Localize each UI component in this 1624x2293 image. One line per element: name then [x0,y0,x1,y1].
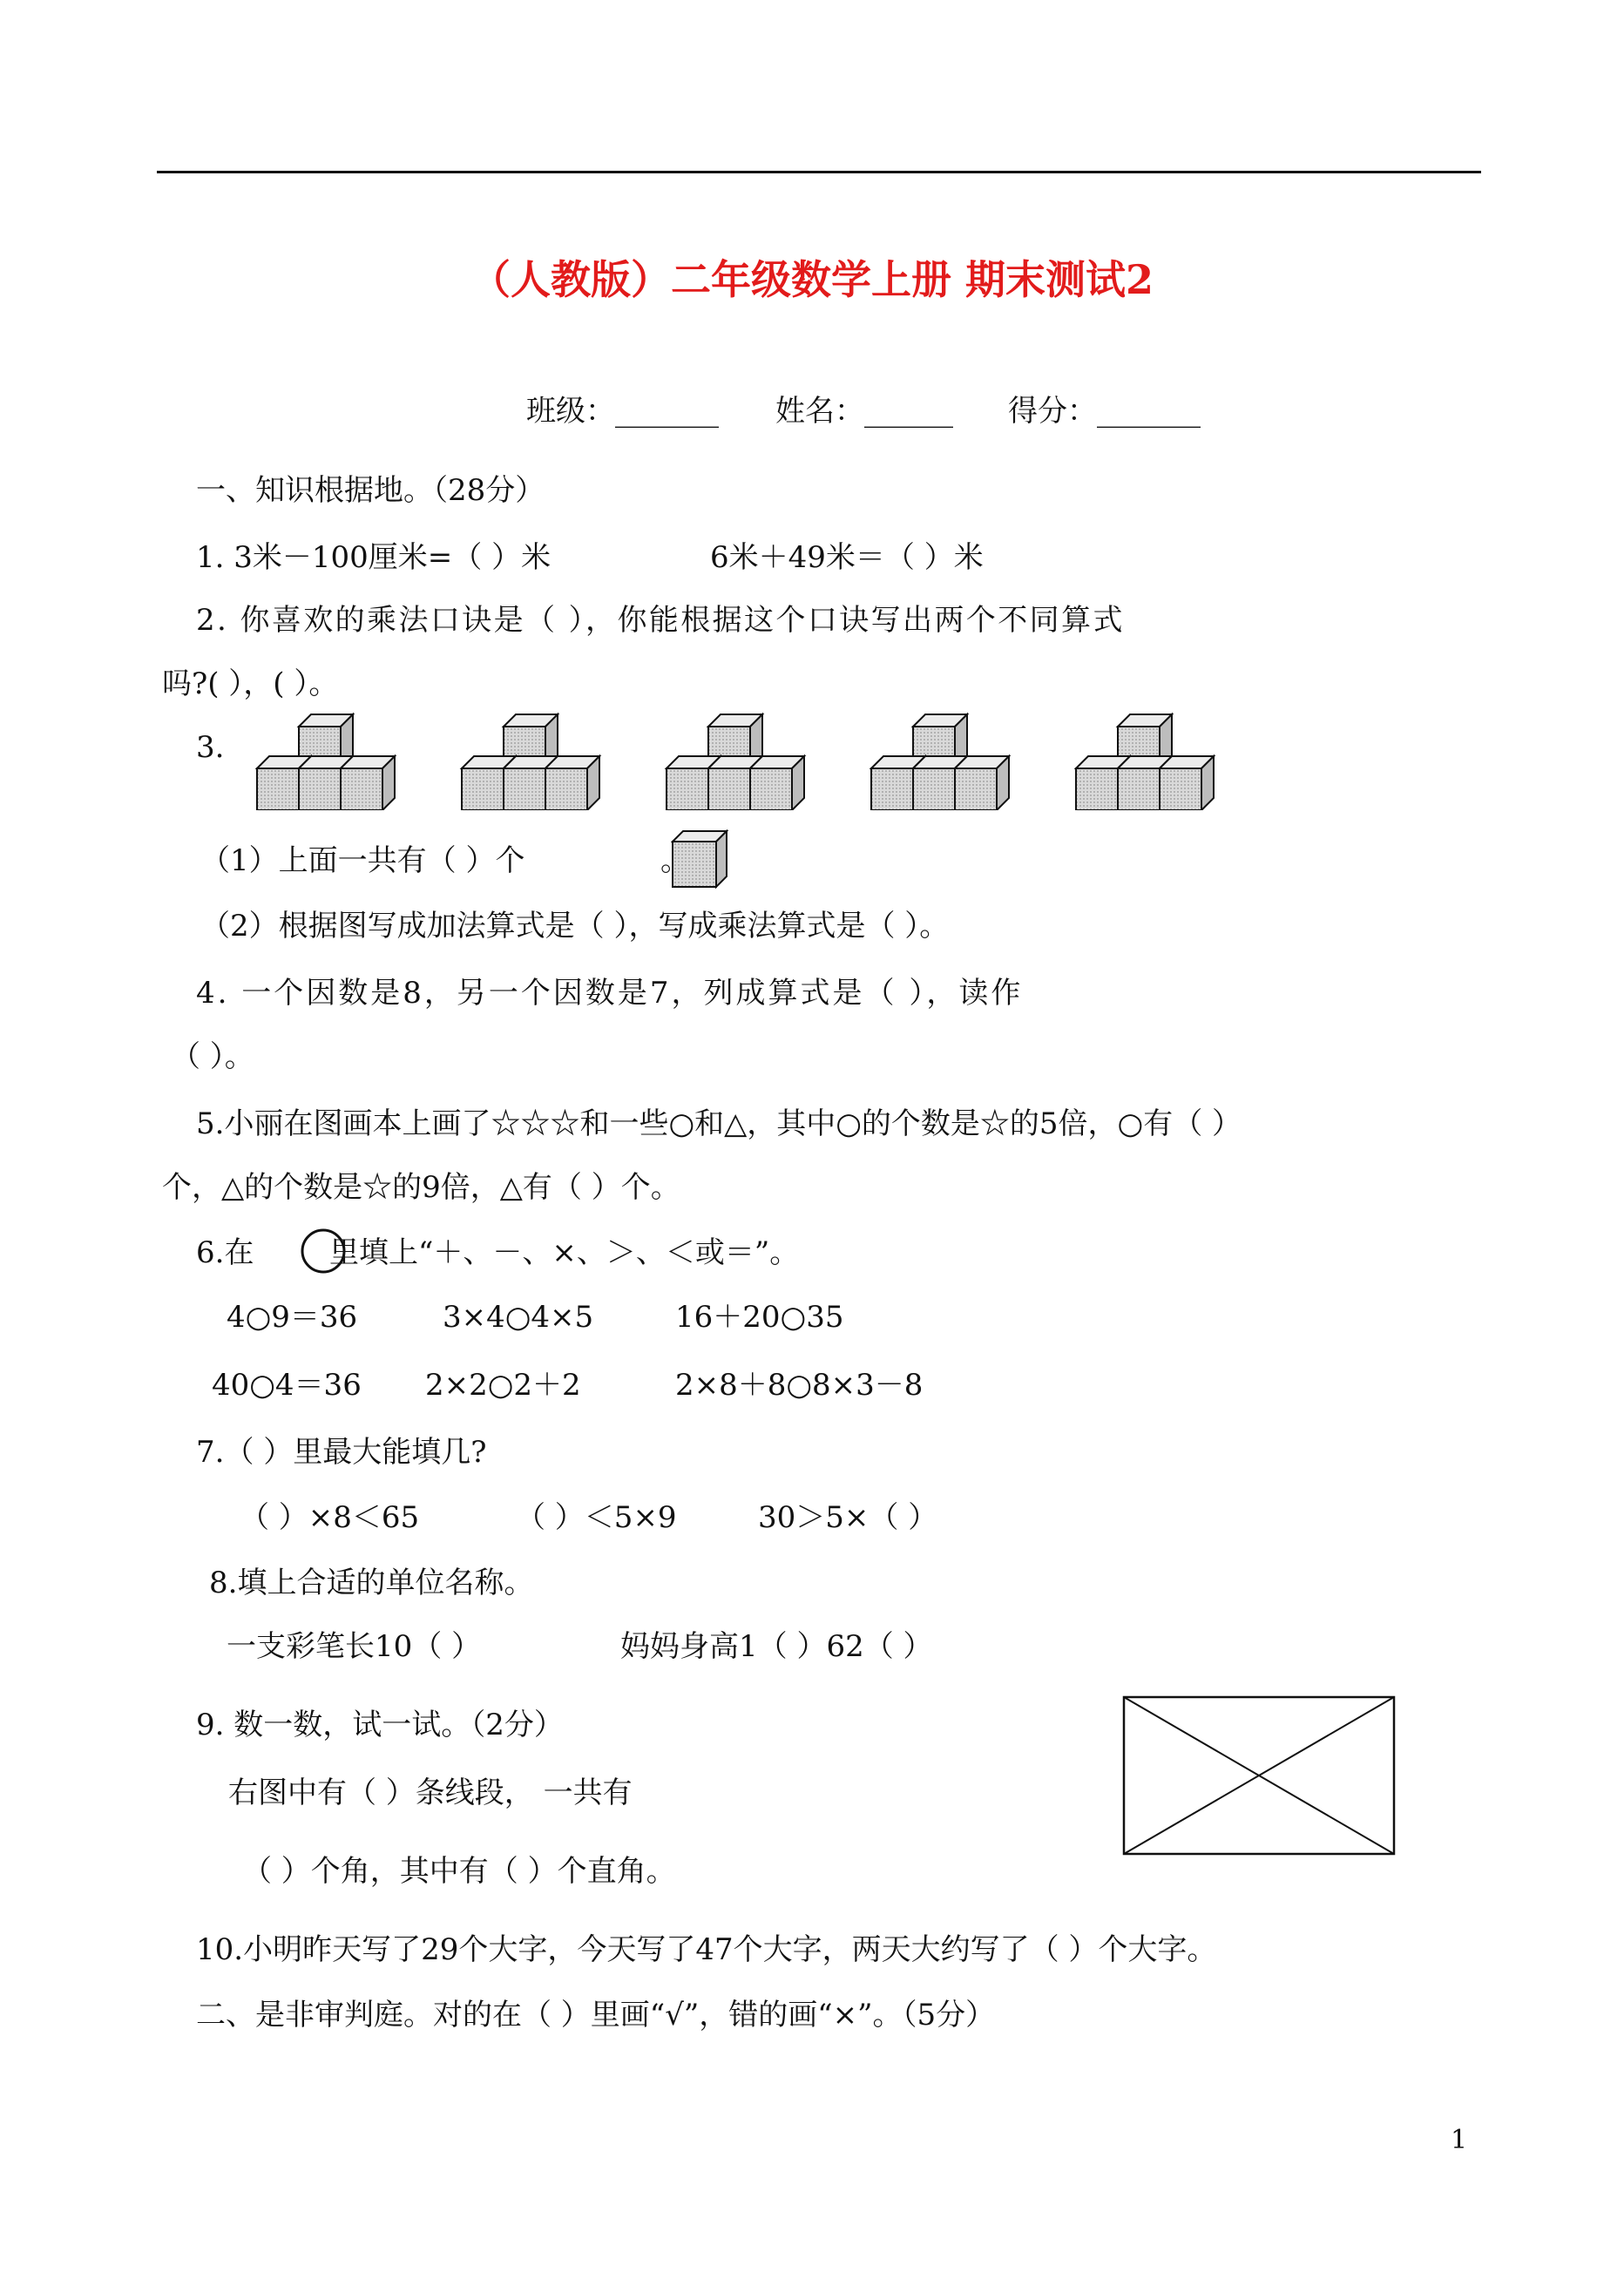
score-field: 得分：_______ [1008,394,1201,429]
cube-figure-2 [462,714,599,810]
q9-line1: 右图中有（ ）条线段， 一共有 [228,1776,633,1810]
q5-line1: 5.小丽在图画本上画了☆☆☆和一些○和△，其中○的个数是☆的5倍，○有（ ） [196,1106,1242,1141]
q6-row2-item2: 2×2○2＋2 [425,1368,581,1403]
q8-title: 8.填上合适的单位名称。 [209,1566,534,1600]
q6-row1-item1: 4○9＝36 [227,1300,358,1335]
cube-figure-3 [667,714,804,810]
header-rule [157,171,1481,173]
q6-row1-item3: 16＋20○35 [675,1300,844,1335]
page-number: 1 [1451,2125,1468,2155]
section1-title: 一、知识根据地。（28分） [196,473,545,508]
q3-sub2: （2）根据图写成加法算式是（ ），写成乘法算式是（ ）。 [200,909,950,944]
q6-row2-item1: 40○4＝36 [212,1368,362,1403]
q1-part1: 1. 3米－100厘米=（ ）米 [196,540,551,575]
cube-figure-5 [1076,714,1214,810]
q9-line2: （ ）个角，其中有（ ）个直角。 [242,1854,676,1889]
cube-figure-1 [257,714,395,810]
q4-line2: （ ）。 [171,1039,254,1074]
q6-row1-item2: 3×4○4×5 [443,1300,594,1335]
q7-item2: （ ）＜5×9 [516,1500,677,1535]
q3-sub1: （1）上面一共有（ ）个 [200,843,525,878]
q3-number: 3. [196,730,225,765]
q7-item3: 30＞5×（ ） [758,1500,938,1535]
q6-suffix: 里填上“＋、－、×、＞、＜或＝”。 [329,1235,800,1270]
q3-sub1-end: 。 [660,843,690,878]
section2-title: 二、是非审判庭。对的在（ ）里画“√”，错的画“×”。（5分） [196,1998,996,2033]
q2-line1: 2. 你喜欢的乘法口诀是（ ），你能根据这个口诀写出两个不同算式 [196,603,1125,638]
q2-line2: 吗?( ），( ）。 [162,666,339,701]
q10-text: 10.小明昨天写了29个大字，今天写了47个大字，两天大约写了（ ）个大字。 [196,1932,1217,1967]
q4-line1: 4. 一个因数是8，另一个因数是7，列成算式是（ ），读作 [196,976,1024,1011]
name-field: 姓名：______ [775,394,953,429]
q1-part2: 6米＋49米＝（ ）米 [710,540,984,575]
class-field: 班级：_______ [526,394,719,429]
q8-item2: 妈妈身高1（ ）62（ ） [620,1629,933,1664]
page-title: （人教版）二年级数学上册 期末测试2 [470,256,1154,303]
q7-title: 7.（ ）里最大能填几? [196,1435,487,1470]
q6-prefix: 6.在 [196,1235,254,1270]
cube-figure-4 [871,714,1009,810]
q9-title: 9. 数一数，试一试。（2分） [196,1708,564,1742]
q6-row2-item3: 2×8＋8○8×3－8 [675,1368,924,1403]
q5-line2: 个，△的个数是☆的9倍，△有（ ）个。 [162,1170,680,1205]
crossed-rectangle-figure [1115,1688,1403,1863]
cube-figures [253,706,1516,810]
q7-item1: （ ）×8＜65 [240,1500,420,1535]
q8-item1: 一支彩笔长10（ ） [227,1629,482,1664]
